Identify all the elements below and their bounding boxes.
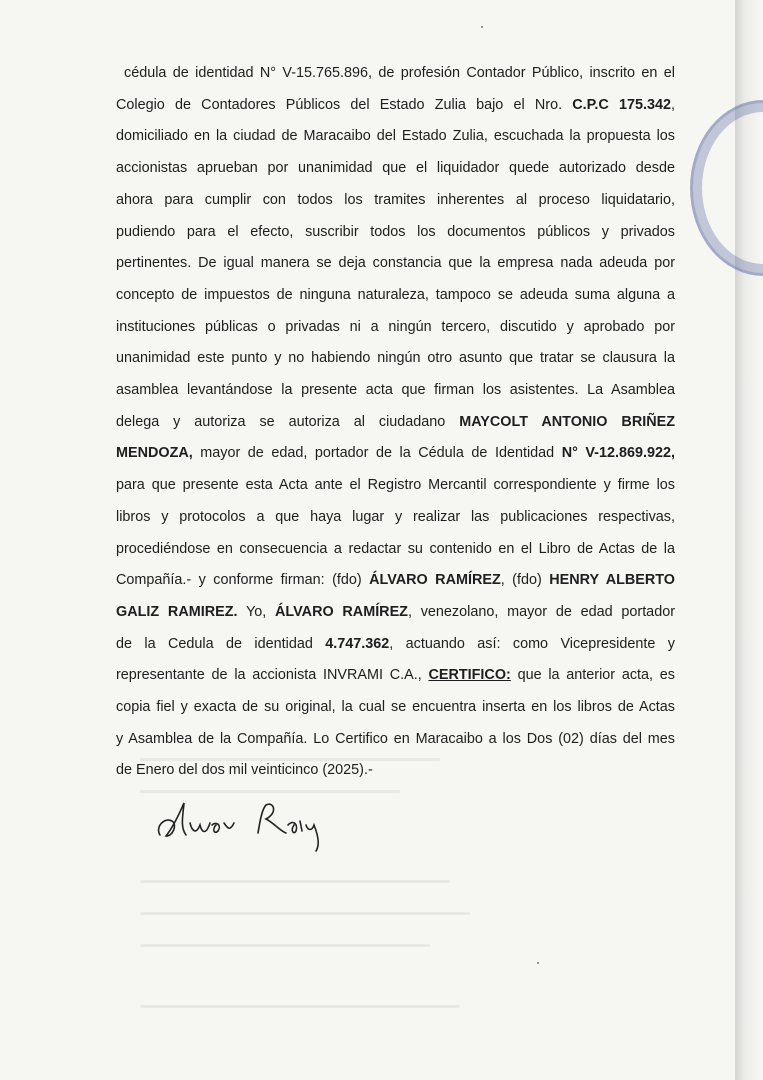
text-line <box>116 90 675 122</box>
speck <box>481 26 483 28</box>
text-segment: concepto de impuestos de ninguna naturaleza, tampoco se adeuda suma alguna a <box>116 286 675 303</box>
text-line <box>116 597 675 629</box>
text-line <box>116 565 675 597</box>
text-segment: Colegio de Contadores Públicos del Estado Zulia bajo el Nro. <box>116 96 573 113</box>
text-segment: MAYCOLT ANTONIO BRIÑEZ <box>459 413 675 430</box>
text-line <box>116 502 675 534</box>
text-line <box>116 438 675 470</box>
text-segment: libros y protocolos a que haya lugar y realizar las publicaciones respectivas, <box>116 508 675 525</box>
text-segment: mayor de edad, portador de la Cédula de Identidad <box>192 445 562 462</box>
text-segment: 4.747.362 <box>325 635 390 652</box>
text-line <box>116 470 675 502</box>
bleed-through-mark <box>140 912 470 915</box>
text-segment: HENRY ALBERTO <box>549 572 675 589</box>
text-segment: MENDOZA, <box>116 445 193 462</box>
text-segment: y Asamblea de la Compañía. Lo Certifico en Maracaibo a los Dos (02) días del mes <box>116 730 675 747</box>
text-segment: C.P.C 175.342 <box>572 96 671 113</box>
text-line <box>116 217 675 249</box>
text-segment: GALIZ RAMIREZ. <box>116 603 238 620</box>
text-line <box>116 692 675 724</box>
text-segment: unanimidad este punto y no habiendo ningún otro asunto que tratar se clausura la <box>116 350 675 367</box>
text-segment: procediéndose en consecuencia a redactar su contenido en el Libro de Actas de la <box>116 540 675 557</box>
text-line <box>116 755 675 787</box>
text-segment: , <box>671 96 675 113</box>
text-line <box>116 724 675 756</box>
text-segment: N° V-12.869.922, <box>561 445 675 462</box>
text-line <box>116 629 675 661</box>
text-segment: Yo, <box>237 603 276 620</box>
text-line <box>116 280 675 312</box>
handwritten-signature <box>150 795 360 855</box>
text-segment: pudiendo para el efecto, suscribir todos los documentos públicos y privados <box>116 223 675 240</box>
text-line <box>116 153 675 185</box>
text-segment: domiciliado en la ciudad de Maracaibo del Estado Zulia, escuchada la propuesta los <box>116 128 675 145</box>
text-line <box>116 58 675 90</box>
text-segment: delega y autoriza se autoriza al ciudadano <box>116 413 460 430</box>
text-segment: Compañía.- y conforme firman: (fdo) <box>116 572 370 589</box>
text-segment: copia fiel y exacta de su original, la cual se encuentra inserta en los libros de Actas <box>116 699 675 716</box>
text-segment: de Enero del dos mil veinticinco (2025).- <box>116 762 373 779</box>
bleed-through-mark <box>140 944 430 947</box>
text-line <box>116 185 675 217</box>
document-body <box>116 58 675 787</box>
text-line <box>116 375 675 407</box>
text-line <box>116 534 675 566</box>
text-segment: cédula de identidad N° V-15.765.896, de profesión Contador Público, inscrito en el <box>124 65 675 81</box>
text-line <box>116 660 675 692</box>
text-segment: ÁLVARO RAMÍREZ <box>275 603 408 620</box>
text-segment: , actuando así: como Vicepresidente y <box>389 635 675 652</box>
text-segment: instituciones públicas o privadas ni a ningún tercero, discutido y aprobado por <box>116 318 675 335</box>
bleed-through-mark <box>140 790 400 793</box>
text-segment: representante de la accionista INVRAMI C.A., <box>116 667 429 684</box>
text-line <box>116 121 675 153</box>
text-line <box>116 407 675 439</box>
text-segment: que la anterior acta, es <box>510 667 675 684</box>
text-segment: CERTIFICO: <box>428 667 511 684</box>
text-segment: ahora para cumplir con todos los tramites inherentes al proceso liquidatario, <box>116 191 675 208</box>
text-line <box>116 312 675 344</box>
text-segment: accionistas aprueban por unanimidad que el liquidador quede autorizado desde <box>116 160 675 177</box>
text-segment: para que presente esta Acta ante el Registro Mercantil correspondiente y firme los <box>116 477 675 494</box>
speck <box>537 962 539 964</box>
text-segment: pertinentes. De igual manera se deja constancia que la empresa nada adeuda por <box>116 255 675 272</box>
text-line <box>116 248 675 280</box>
text-segment: , venezolano, mayor de edad portador <box>407 603 675 620</box>
text-segment: asamblea levantándose la presente acta que firman los asistentes. La Asamblea <box>116 382 675 399</box>
text-segment: ÁLVARO RAMÍREZ <box>369 572 501 589</box>
text-segment: de la Cedula de identidad <box>116 635 326 652</box>
text-line <box>116 343 675 375</box>
bleed-through-mark <box>140 1005 460 1008</box>
bleed-through-mark <box>140 880 450 883</box>
text-segment: , (fdo) <box>500 572 550 589</box>
